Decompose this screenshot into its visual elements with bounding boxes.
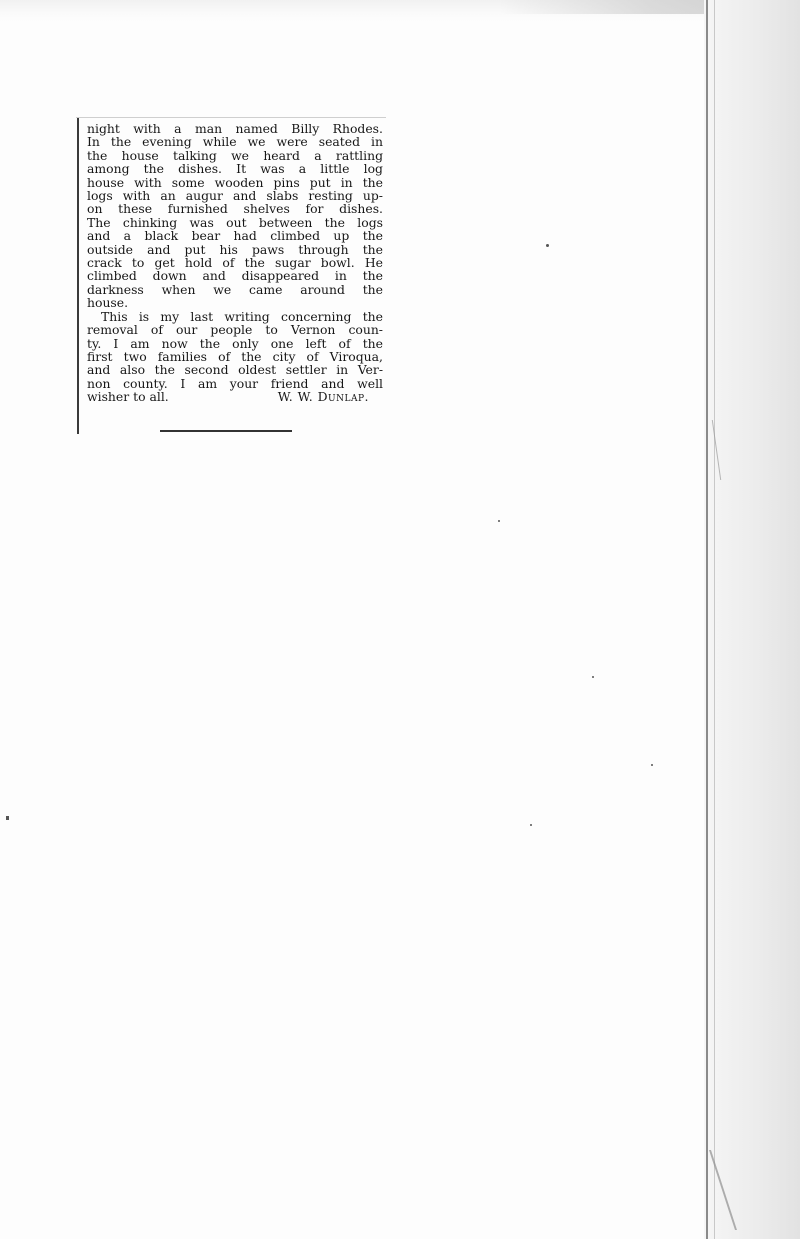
closing-line <box>87 390 383 403</box>
text-line: on these furnished shelves for dishes. <box>87 201 383 217</box>
article-paragraph-1 <box>87 122 383 310</box>
binding-line <box>706 0 708 1239</box>
text-line: ty. I am now the only one left of the <box>87 335 383 351</box>
author-signature: W. W. Dunlap. <box>277 389 369 405</box>
closing-text: wisher to all. <box>87 389 169 405</box>
newspaper-clipping <box>77 118 383 434</box>
text-line: The chinking was out between the logs <box>87 214 383 230</box>
text-line: first two families of the city of Viroqua, <box>87 348 383 364</box>
text-line: darkness when we came around the <box>87 281 383 297</box>
text-line: among the dishes. It was a little log <box>87 161 383 177</box>
text-line: In the evening while we were seated in <box>87 134 383 150</box>
text-line: house. <box>87 295 129 311</box>
text-line: crack to get hold of the sugar bowl. He <box>87 255 383 271</box>
article-text <box>87 122 383 404</box>
dust-speck <box>530 824 532 826</box>
text-line: and also the second oldest settler in Ver- <box>87 362 383 378</box>
text-line: the house talking we heard a rattling <box>87 147 383 163</box>
text-line: logs with an augur and slabs resting up- <box>87 188 383 204</box>
dust-speck <box>6 816 9 820</box>
dust-speck <box>546 244 549 247</box>
text-line: climbed down and disappeared in the <box>87 268 383 284</box>
binding-edge <box>704 0 800 1239</box>
dust-speck <box>592 676 594 678</box>
article-end-rule <box>160 430 292 432</box>
text-line: This is my last writing concerning the <box>101 308 383 324</box>
text-line: outside and put his paws through the <box>87 241 383 257</box>
dust-speck <box>651 764 653 766</box>
text-line: non county. I am your friend and well <box>87 375 383 391</box>
text-line: house with some wooden pins put in the <box>87 174 383 190</box>
binding-line-secondary <box>714 0 715 1239</box>
text-line: and a black bear had climbed up the <box>87 228 383 244</box>
dust-speck <box>498 520 500 522</box>
text-line: night with a man named Billy Rhodes. <box>87 121 383 136</box>
text-line: removal of our people to Vernon coun- <box>87 322 383 338</box>
article-paragraph-2 <box>87 310 383 404</box>
